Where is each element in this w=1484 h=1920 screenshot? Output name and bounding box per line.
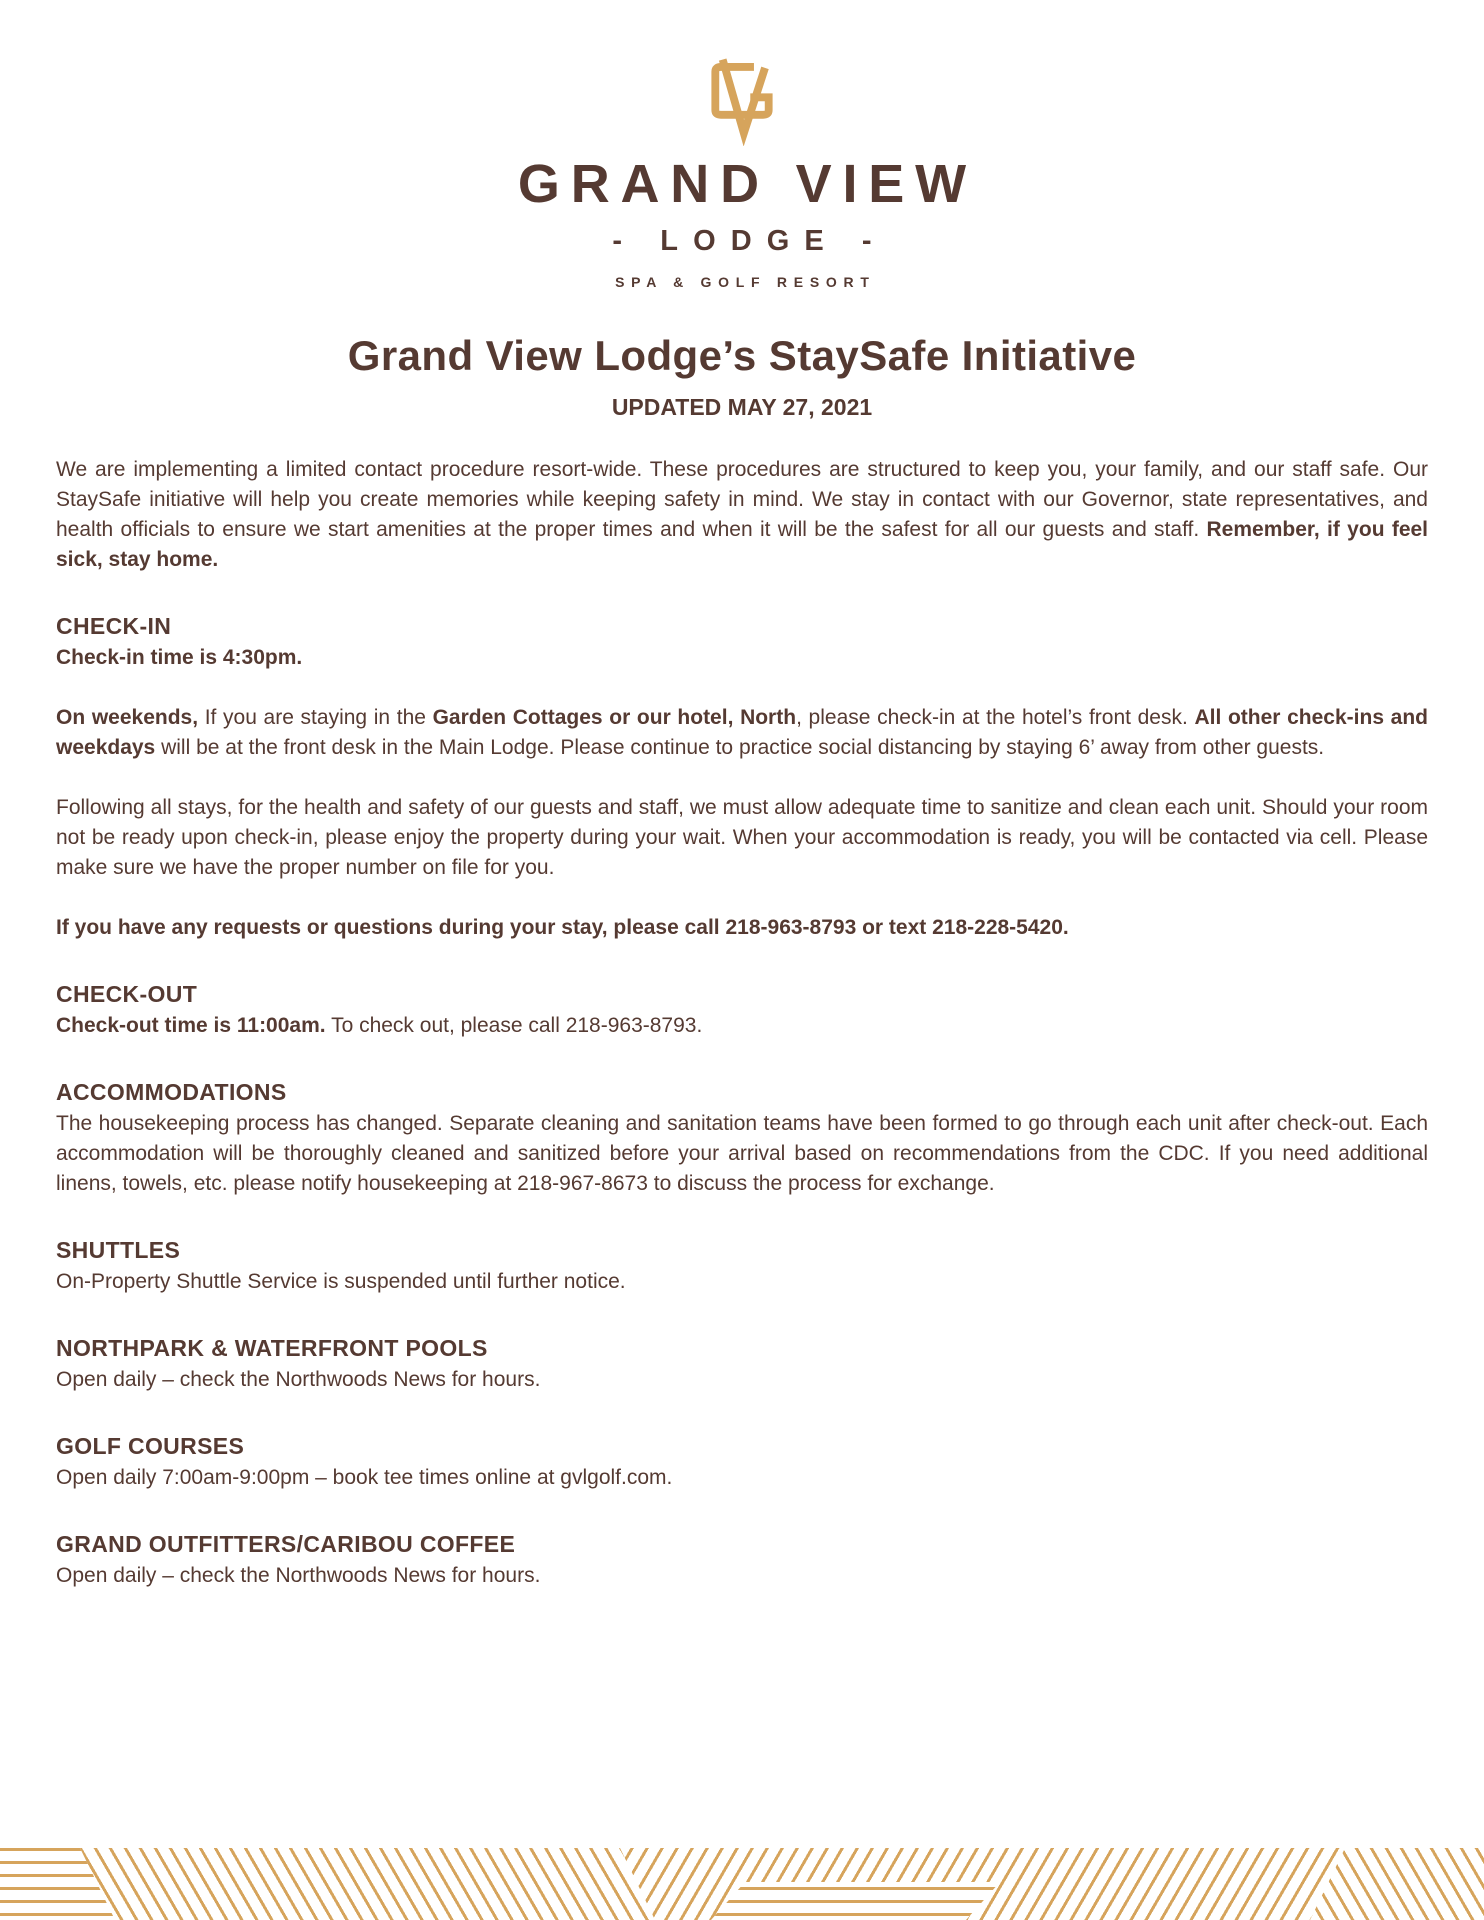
paragraph (56, 703, 1428, 763)
weave-horizontal-left (0, 1848, 1484, 1920)
bold-text: Check-in time is 4:30pm. (56, 645, 303, 669)
paragraph (56, 1267, 1428, 1297)
gv-monogram-icon (696, 56, 788, 146)
section-outfitters (56, 1531, 1428, 1591)
paragraph (56, 455, 1428, 575)
section-check-out (56, 981, 1428, 1041)
updated-date: UPDATED MAY 27, 2021 (611, 393, 873, 420)
heading-outfitters: GRAND OUTFITTERS/CARIBOU COFFEE (56, 1530, 516, 1557)
bold-text: Garden Cottages or our hotel, North (432, 705, 797, 729)
body-text: Following all stays, for the health and safety of our guests and staff, we must allow adequate time to sanitize and clean each unit. Should your room not be ready upon check-in, please enjoy the property during your wait. When your accommodation is ready, you will be contacted via cell. Please make sure we have the proper number on file for you. (56, 795, 1428, 879)
weave-forwardslash-middle (0, 1848, 1484, 1920)
bold-text: All other check-ins and weekdays (56, 705, 1428, 759)
weave-backslash-left (0, 1848, 1484, 1920)
body-text: To check out, please call 218-963-8793. (325, 1013, 703, 1037)
paragraph (56, 913, 1428, 943)
page-title: Grand View Lodge’s StaySafe Initiative (347, 331, 1137, 379)
body-text: We are implementing a limited contact procedure resort-wide. These procedures are structured to keep you, your family, and our staff safe. Our StaySafe initiative will help you create memories while keeping safety in mind. We stay in contact with our Governor, state representatives, and health officials to ensure we start amenities at the proper times and when it will be the safest for all our guests and staff. (56, 457, 1428, 541)
heading-shuttles: SHUTTLES (56, 1236, 181, 1263)
body-text: On-Property Shuttle Service is suspended until further notice. (56, 1269, 626, 1293)
body-text: Open daily 7:00am-9:00pm – book tee times online at gvlgolf.com. (56, 1465, 673, 1489)
paragraph (56, 1365, 1428, 1395)
bold-text: If you have any requests or questions during your stay, please call 218-963-8793 or text 218-228-5420. (56, 915, 1069, 939)
paragraph (56, 643, 1428, 673)
section-check-in (56, 613, 1428, 943)
section-shuttles (56, 1237, 1428, 1297)
body-text: If you are staying in the (198, 705, 433, 729)
heading-golf: GOLF COURSES (56, 1432, 245, 1459)
bold-text: Remember, if you feel sick, stay home. (56, 517, 1429, 571)
sections (56, 455, 1428, 1591)
lodge-logo (56, 0, 1428, 290)
lodge-name: GRAND VIEW (517, 154, 977, 214)
paragraph (56, 1463, 1428, 1493)
heading-check-in: CHECK-IN (56, 612, 172, 639)
body-text: will be at the front desk in the Main Lodge. Please continue to practice social distancing by staying 6’ away from other guests. (155, 735, 1325, 759)
section-pools (56, 1335, 1428, 1395)
section-intro (56, 455, 1428, 575)
paragraph (56, 793, 1428, 883)
bold-text: Check-out time is 11:00am. (56, 1013, 326, 1037)
heading-accommodations: ACCOMMODATIONS (56, 1078, 287, 1105)
lodge-tagline: SPA & GOLF RESORT (615, 273, 876, 290)
bold-text: On weekends, (56, 705, 199, 729)
body-text: Open daily – check the Northwoods News for hours. (56, 1367, 541, 1391)
paragraph (56, 1109, 1428, 1199)
body-text: The housekeeping process has changed. Separate cleaning and sanitation teams have been formed to go through each unit after check-out. Each accommodation will be thoroughly cleaned and sanitized before your arrival based on recommendations from the CDC. If you need additional linens, towels, etc. please notify housekeeping at 218-967-8673 to discuss the process for exchange. (56, 1111, 1428, 1195)
lodge-word: - LODGE - (612, 224, 887, 257)
section-accommodations (56, 1079, 1428, 1199)
weave-horizontal-middle (0, 1848, 1484, 1920)
body-text: , please check-in at the hotel’s front desk. (796, 705, 1195, 729)
paragraph (56, 1561, 1428, 1591)
section-golf (56, 1433, 1428, 1493)
footer-weave-pattern (0, 1848, 1484, 1920)
body-text: Open daily – check the Northwoods News for hours. (56, 1563, 541, 1587)
heading-check-out: CHECK-OUT (56, 980, 198, 1007)
paragraph (56, 1011, 1428, 1041)
heading-pools: NORTHPARK & WATERFRONT POOLS (56, 1334, 488, 1361)
weave-backslash-right (0, 1848, 1484, 1920)
